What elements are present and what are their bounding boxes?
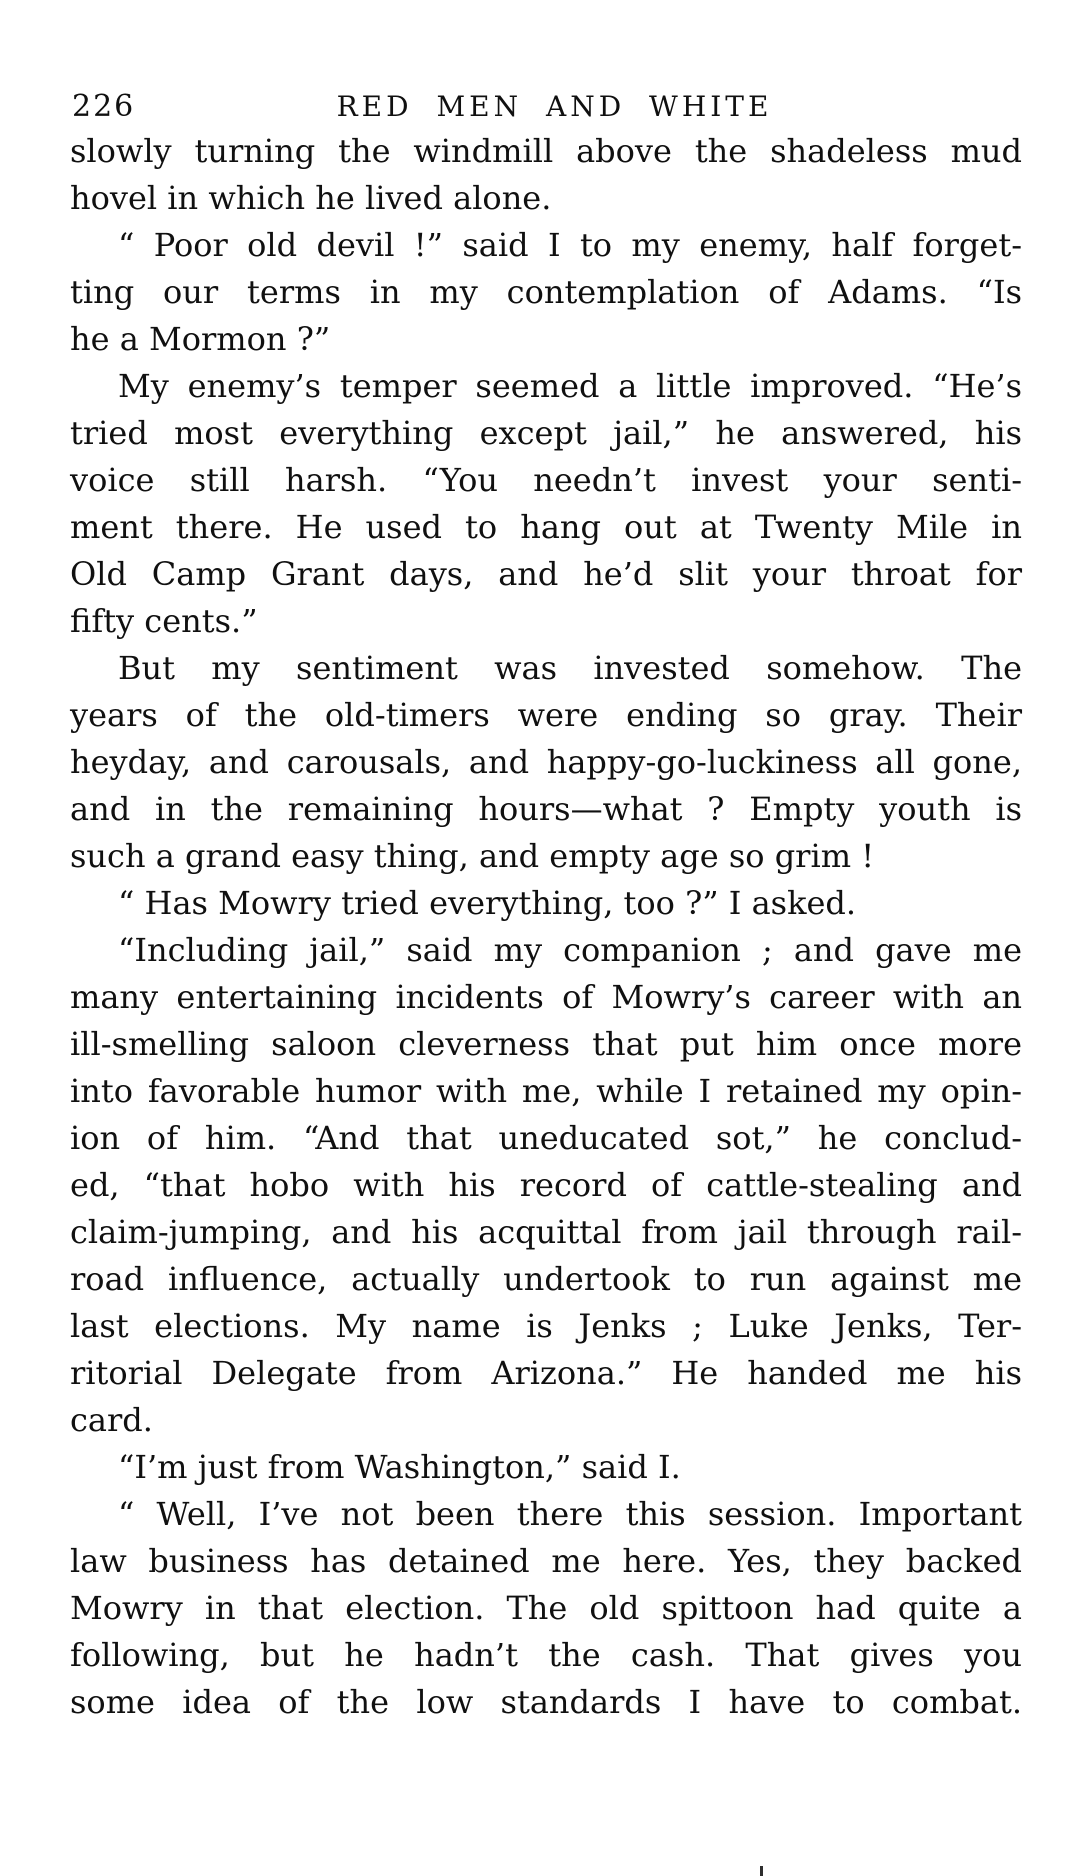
text-line: Mowry in that election. The old spittoon had quite a	[70, 1589, 1022, 1627]
text-line: many entertaining incidents of Mowry’s career with an	[70, 978, 1022, 1016]
text-line: slowly turning the windmill above the shadeless mud	[70, 132, 1022, 170]
text-line: some idea of the low standards I have to combat.	[70, 1683, 1022, 1721]
text-line: My enemy’s temper seemed a little improved. “He’s	[118, 367, 1022, 405]
text-line: ed, “that hobo with his record of cattle-stealing and	[70, 1166, 1022, 1204]
text-line: Old Camp Grant days, and he’d slit your throat for	[70, 555, 1022, 593]
text-line: he a Mormon ?”	[70, 320, 331, 358]
text-line: years of the old-timers were ending so gray. Their	[70, 696, 1022, 734]
text-line: and in the remaining hours—what ? Empty youth is	[70, 790, 1022, 828]
text-line: “ Poor old devil !” said I to my enemy, half forget-	[118, 226, 1022, 264]
text-line: last elections. My name is Jenks ; Luke Jenks, Ter-	[70, 1307, 1022, 1345]
text-line: ion of him. “And that uneducated sot,” he conclud-	[70, 1119, 1022, 1157]
text-line: law business has detained me here. Yes, they backed	[70, 1542, 1022, 1580]
text-line: tried most everything except jail,” he answered, his	[70, 414, 1022, 452]
text-line: road influence, actually undertook to run against me	[70, 1260, 1022, 1298]
text-line: such a grand easy thing, and empty age so grim !	[70, 837, 875, 875]
text-line: into favorable humor with me, while I retained my opin-	[70, 1072, 1022, 1110]
body-text	[70, 128, 1022, 1726]
text-line: voice still harsh. “You needn’t invest your senti-	[70, 461, 1022, 499]
text-line: “ Well, I’ve not been there this session. Important	[118, 1495, 1022, 1533]
text-line: hovel in which he lived alone.	[70, 179, 552, 217]
text-line: ill-smelling saloon cleverness that put him once more	[70, 1025, 1022, 1063]
text-line: claim-jumping, and his acquittal from jail through rail-	[70, 1213, 1022, 1251]
scan-speck	[760, 1866, 763, 1876]
page-number: 226	[72, 89, 136, 124]
text-line: fifty cents.”	[70, 602, 258, 640]
text-line: “Including jail,” said my companion ; and gave me	[118, 931, 1022, 969]
text-line: card.	[70, 1401, 153, 1439]
text-line: ting our terms in my contemplation of Adams. “Is	[70, 273, 1022, 311]
text-line: following, but he hadn’t the cash. That gives you	[70, 1636, 1022, 1674]
text-line: “ Has Mowry tried everything, too ?” I asked.	[118, 884, 857, 922]
text-line: ritorial Delegate from Arizona.” He handed me his	[70, 1354, 1022, 1392]
text-line: But my sentiment was invested somehow. The	[118, 649, 1022, 687]
text-line: ment there. He used to hang out at Twenty Mile in	[70, 508, 1022, 546]
text-line: heyday, and carousals, and happy-go-luckiness all gone,	[70, 743, 1022, 781]
text-line: “I’m just from Washington,” said I.	[118, 1448, 681, 1486]
running-title: RED MEN AND WHITE	[336, 90, 773, 123]
